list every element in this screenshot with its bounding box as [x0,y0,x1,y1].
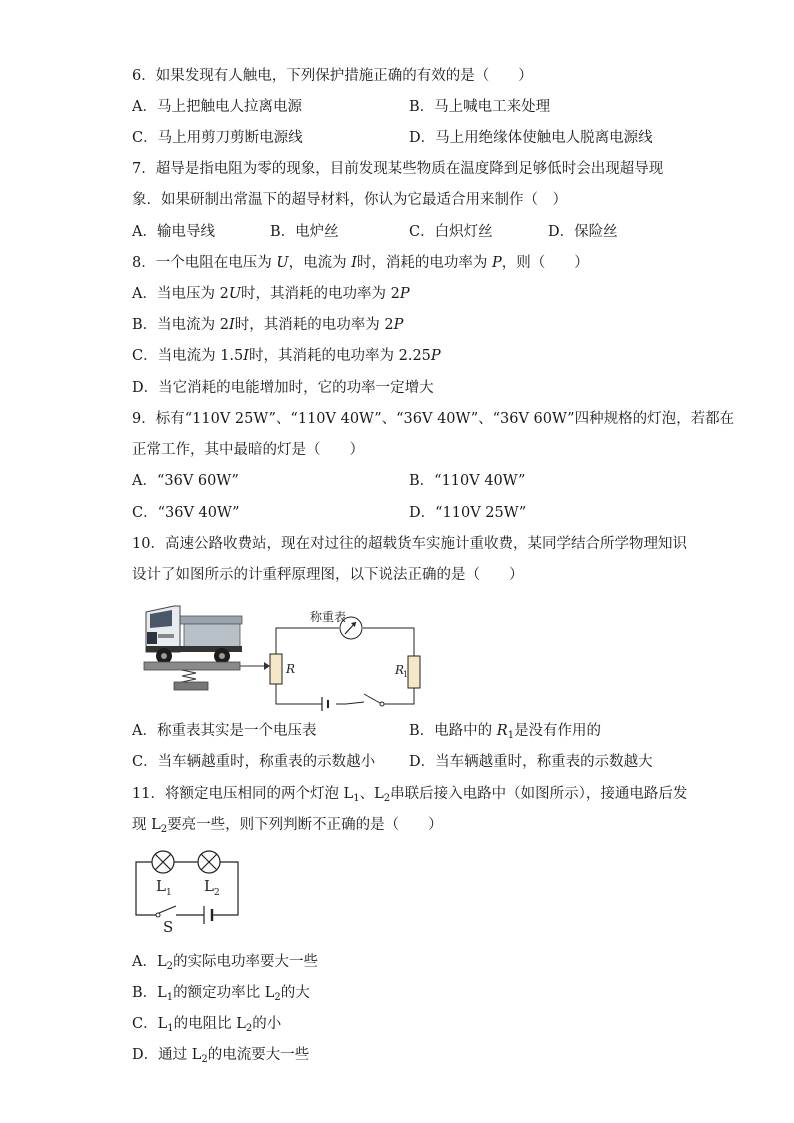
q7-option-c: C．白炽灯丝 [409,224,493,240]
q8-option-b: B．当电流为 2I时，其消耗的电功率为 2P [132,317,404,333]
switch-s-icon [156,906,176,917]
q11-option-c: C．$L_1$的电阻比 $L_2$的小 [132,1016,282,1034]
slider-pointer-icon [264,662,270,670]
lamp-l2-subscript: 2 [214,888,220,898]
series-lamps-figure [128,846,248,936]
weighing-circuit-diagram [142,596,432,714]
meter-label: 称重表 [310,610,347,624]
q10-stem-line1: 10．高速公路收费站，现在对过往的超载货车实施计重收费，某同学结合所学物理知识 [132,536,687,552]
q9-stem-line2: 正常工作，其中最暗的灯是（ ） [132,442,364,458]
series-lamps-diagram [128,846,248,936]
q6-option-c: C．马上用剪刀剪断电源线 [132,130,303,146]
q9-option-b: B．“110V 40W” [409,473,526,489]
q6-option-a: A．马上把触电人拉离电源 [132,99,302,115]
q10-stem-line2: 设计了如图所示的计重秤原理图，以下说法正确的是（ ） [132,567,524,583]
scale-platform [144,662,240,670]
q6-option-d: D．马上用绝缘体使触电人脱离电源线 [409,130,653,146]
q8-option-d: D．当它消耗的电能增加时，它的功率一定增大 [132,380,434,396]
q11-stem-line2: 现 $L_2$要亮一些，则下列判断不正确的是（ ） [132,817,443,835]
q9-option-a: A．“36V 60W” [132,473,239,489]
q10-option-c: C．当车辆越重时，称重表的示数越小 [132,754,376,770]
lamp-l1-label: L [156,877,166,895]
q9-option-d: D．“110V 25W” [409,505,527,521]
q7-option-b: B．电炉丝 [270,224,339,240]
q7-option-a: A．输电导线 [132,224,215,240]
weighing-circuit-figure [142,596,432,714]
rheostat-r [270,654,282,684]
q8-option-c: C．当电流为 1.5I时，其消耗的电功率为 2.25P [132,348,441,364]
spring-icon [182,670,196,682]
q10-option-b: B．电路中的 $R_1$是没有作用的 [409,723,602,741]
resistor-r1 [408,656,420,688]
q10-option-a: A．称重表其实是一个电压表 [132,723,317,739]
q11-option-d: D．通过 $L_2$的电流要大一些 [132,1047,310,1065]
q8-option-a: A．当电压为 2U时，其消耗的电功率为 2P [132,286,410,302]
q8-stem: 8．一个电阻在电压为 U，电流为 I时，消耗的电功率为 P，则（ ） [132,255,589,271]
resistor-r1-subscript: 1 [403,670,409,679]
lamp-l1-icon [152,851,174,873]
resistor-r1-label: R [395,663,405,677]
q9-option-c: C．“36V 40W” [132,505,240,521]
q11-stem-line1: 11．将额定电压相同的两个灯泡 $L_1$、$L_2$串联后接入电路中（如图所示），接通电路后发 [132,786,688,804]
lamp-l2-label: L [204,877,214,895]
switch-s-label: S [163,918,174,936]
q10-option-d: D．当车辆越重时，称重表的示数越大 [409,754,653,770]
spring-base [174,682,208,690]
battery-icon [204,906,216,924]
q11-option-b: B．$L_1$的额定功率比 $L_2$的大 [132,985,310,1003]
q11-option-a: A．$L_2$的实际电功率要大一些 [132,954,318,972]
q7-stem-line2: 象．如果研制出常温下的超导材料，你认为它最适合用来制作（ ） [132,192,567,208]
q6-stem: 6．如果发现有人触电，下列保护措施正确的有效的是（ ） [132,68,533,84]
q9-stem-line1: 9．标有“110V 25W”、“110V 40W”、“36V 40W”、“36V 60W”四种规格的灯泡，若都在 [132,411,735,427]
lamp-l1-subscript: 1 [166,888,172,898]
q7-option-d: D．保险丝 [548,224,618,240]
q6-option-b: B．马上喊电工来处理 [409,99,551,115]
truck-icon [146,606,242,664]
q7-stem-line1: 7．超导是指电阻为零的现象，目前发现某些物质在温度降到足够低时会出现超导现 [132,161,664,177]
rheostat-label: R [286,662,296,676]
switch-icon [380,702,384,706]
lamp-l2-icon [198,851,220,873]
